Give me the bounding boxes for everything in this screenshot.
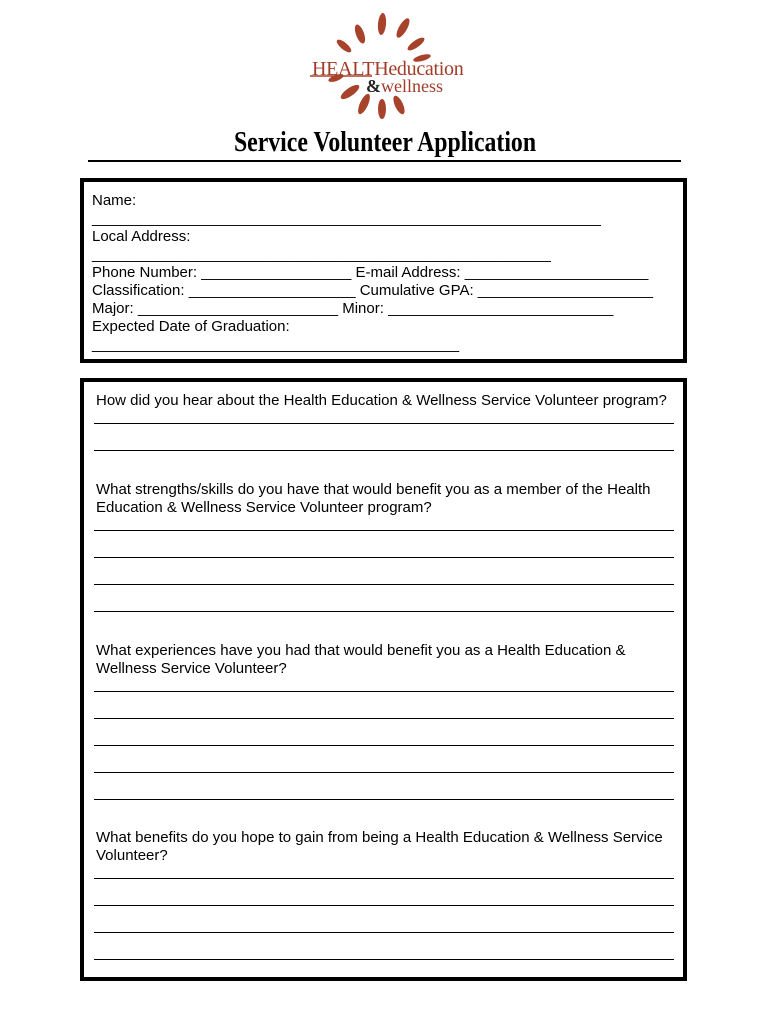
answer-line[interactable] xyxy=(94,557,674,558)
questions-section xyxy=(80,378,687,981)
local-address-field[interactable]: _______________________________________________________ xyxy=(92,246,551,263)
logo-wellness-text: &wellness xyxy=(366,76,443,96)
major-minor-row[interactable]: Major: ________________________ Minor: ___________________________ xyxy=(92,300,614,317)
answer-line[interactable] xyxy=(94,905,674,906)
title-divider xyxy=(88,160,681,162)
answer-line[interactable] xyxy=(94,959,674,960)
health-education-wellness-logo xyxy=(300,10,490,120)
answer-line[interactable] xyxy=(94,745,674,746)
name-label: Name: xyxy=(92,192,137,209)
name-field[interactable]: _____________________________________________________________ xyxy=(92,210,601,227)
answer-line[interactable] xyxy=(94,584,674,585)
question-1: How did you hear about the Health Education & Wellness Service Volunteer program? xyxy=(96,392,667,409)
classification-gpa-row[interactable]: Classification: ____________________ Cumulative GPA: _____________________ xyxy=(92,282,653,299)
contact-info-section xyxy=(80,178,687,363)
phone-email-row[interactable]: Phone Number: __________________ E-mail Address: ______________________ xyxy=(92,264,649,281)
answer-line[interactable] xyxy=(94,450,674,451)
answer-line[interactable] xyxy=(94,878,674,879)
graduation-field[interactable]: ____________________________________________ xyxy=(92,336,460,353)
answer-line[interactable] xyxy=(94,932,674,933)
answer-line[interactable] xyxy=(94,611,674,612)
logo-health-education-text: HEALTHeducation xyxy=(312,58,464,80)
question-2: What strengths/skills do you have that would benefit you as a member of the Health Education & Wellness Service Volunteer program? xyxy=(96,481,651,516)
answer-line[interactable] xyxy=(94,530,674,531)
local-address-label: Local Address: xyxy=(92,228,191,245)
page-title: Service Volunteer Application xyxy=(233,126,537,158)
answer-line[interactable] xyxy=(94,799,674,800)
answer-line[interactable] xyxy=(94,423,674,424)
answer-line[interactable] xyxy=(94,718,674,719)
answer-line[interactable] xyxy=(94,772,674,773)
graduation-label: Expected Date of Graduation: xyxy=(92,318,290,335)
question-4: What benefits do you hope to gain from being a Health Education & Wellness Service Volunteer? xyxy=(96,829,663,864)
answer-line[interactable] xyxy=(94,691,674,692)
question-3: What experiences have you had that would benefit you as a Health Education & Wellness Service Volunteer? xyxy=(96,642,626,677)
